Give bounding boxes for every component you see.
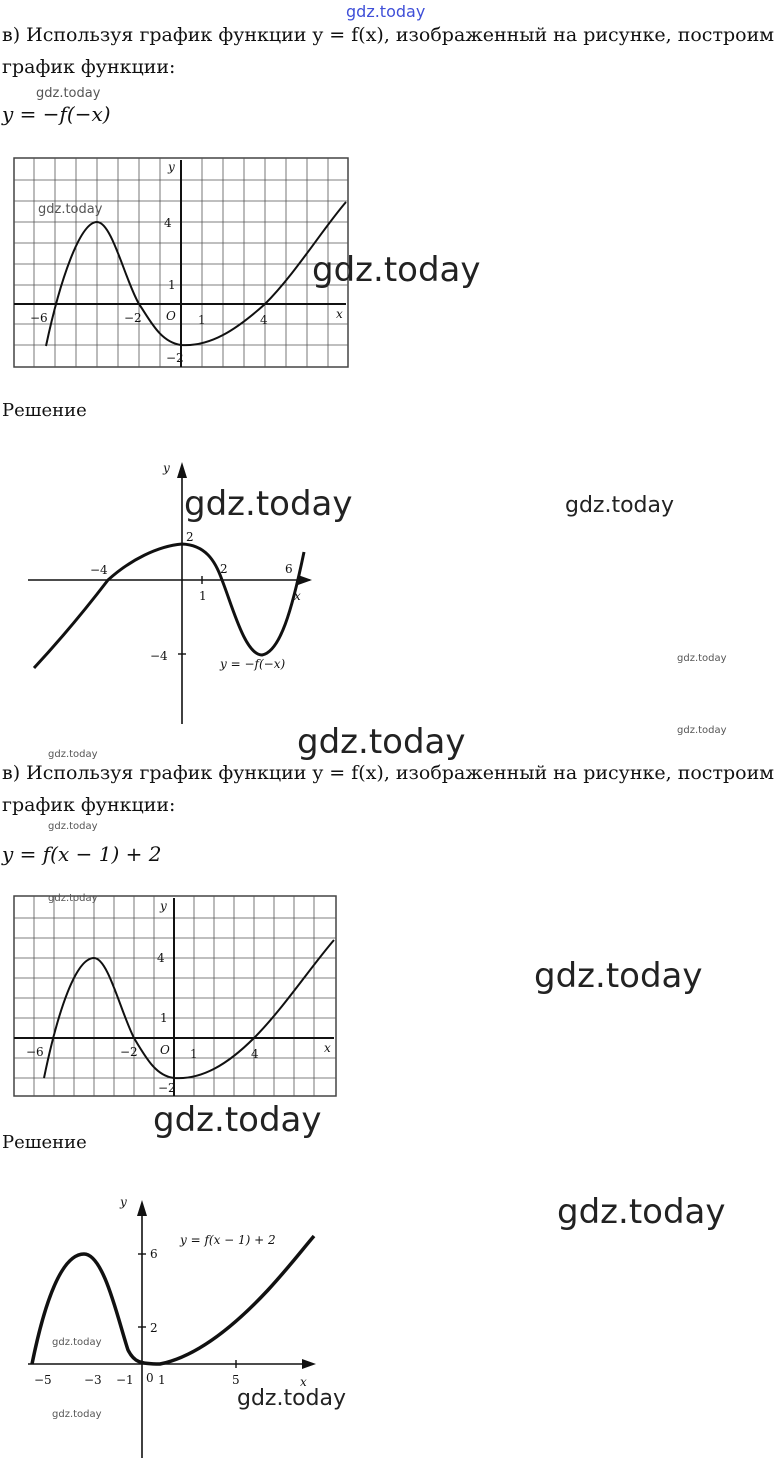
watermark: gdz.today [565,493,675,518]
tick-label: 4 [157,951,165,965]
task-text-line1: в) Используя график функции y = f(x), изображенный на рисунке, построим [2,24,775,46]
watermark: gdz.today [48,749,98,760]
watermark: gdz.today [52,1337,102,1348]
watermark: gdz.today [153,1100,322,1140]
x-axis-label: x [294,589,301,603]
tick-label: −4 [150,649,168,663]
origin-label: O [166,309,176,323]
tick-label: −2 [120,1045,138,1059]
tick-label: 1 [199,589,207,603]
x-axis-label: x [300,1375,307,1389]
tick-label: 1 [198,313,206,327]
task-formula: y = −f(−x) [2,102,111,126]
curve-label: y = −f(−x) [220,657,286,671]
watermark: gdz.today [237,1386,347,1411]
tick-label: 5 [232,1373,240,1387]
tick-label: −1 [116,1373,134,1387]
tick-label: −5 [34,1373,52,1387]
origin-label: O [160,1043,170,1057]
tick-label: 1 [168,278,176,292]
watermark: gdz.today [297,722,466,762]
watermark: gdz.today [677,725,727,736]
tick-label: 6 [285,562,293,576]
x-axis-label: x [336,307,343,321]
tick-label: 4 [164,216,172,230]
tick-label: −2 [166,351,184,365]
watermark: gdz.today [184,484,353,524]
tick-label: 6 [150,1247,158,1261]
y-axis-label: y [120,1195,127,1209]
task-text-line2: график функции: [2,56,176,78]
watermark: gdz.today [36,86,101,101]
task-text-line1: в) Используя график функции y = f(x), изображенный на рисунке, построим [2,762,775,784]
y-axis-label: y [160,899,167,913]
task-text-line2: график функции: [2,794,176,816]
watermark: gdz.today [677,653,727,664]
watermark: gdz.today [48,821,98,832]
watermark: gdz.today [557,1192,726,1232]
tick-label: 2 [186,530,194,544]
tick-label: −2 [124,311,142,325]
tick-label: 1 [190,1047,198,1061]
solution-heading: Решение [2,400,87,421]
tick-label: −2 [158,1081,176,1095]
tick-label: −6 [30,311,48,325]
tick-label: −3 [84,1373,102,1387]
tick-label: 0 [146,1371,154,1385]
y-axis-label: y [163,461,170,475]
watermark: gdz.today [534,956,703,996]
tick-label: 2 [220,562,228,576]
tick-label: 2 [150,1321,158,1335]
watermark: gdz.today [312,250,481,290]
tick-label: −6 [26,1045,44,1059]
tick-label: 1 [158,1373,166,1387]
tick-label: −4 [90,563,108,577]
tick-label: 1 [160,1011,168,1025]
watermark: gdz.today [52,1409,102,1420]
watermark: gdz.today [48,893,98,904]
tick-label: 4 [251,1047,259,1061]
watermark-top: gdz.today [346,2,426,21]
tick-label: 4 [260,313,268,327]
curve-label: y = f(x − 1) + 2 [180,1233,276,1247]
solution-heading: Решение [2,1132,87,1153]
watermark: gdz.today [38,202,103,217]
y-axis-label: y [168,160,175,174]
x-axis-label: x [324,1041,331,1055]
task-formula: y = f(x − 1) + 2 [2,842,162,866]
